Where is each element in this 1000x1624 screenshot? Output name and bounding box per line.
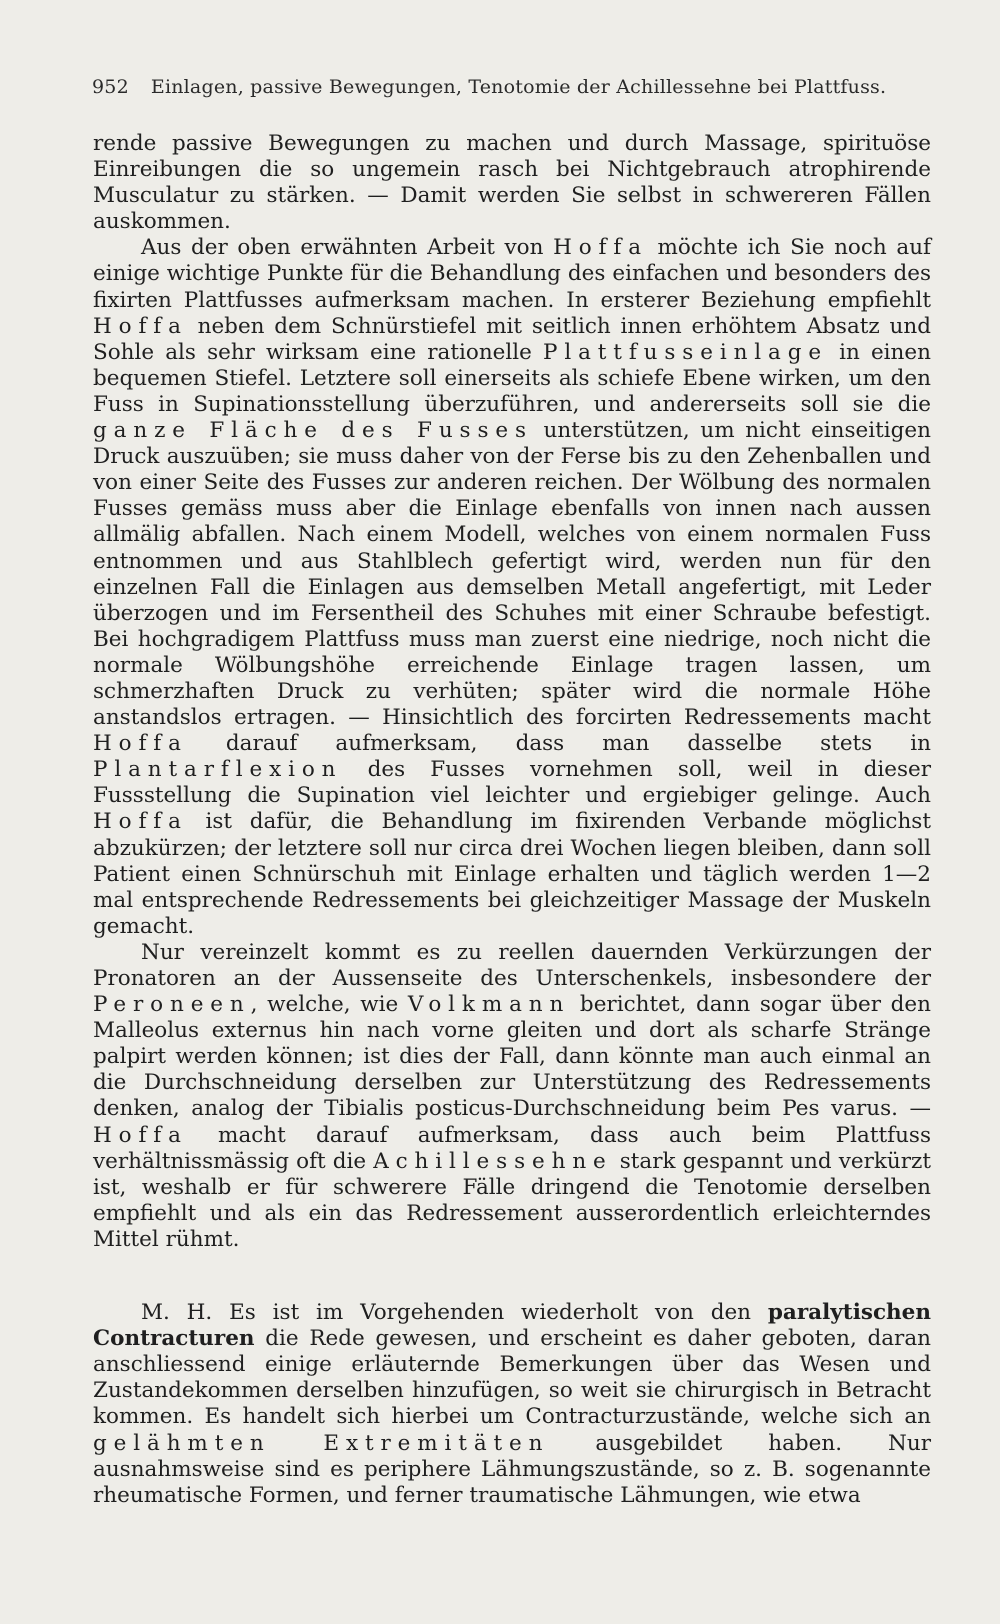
paragraph-hoffa-einlage (93, 235, 931, 940)
spaced-emphasis: Achillessehne (373, 1148, 613, 1174)
spaced-emphasis: Hoffa (93, 1122, 188, 1148)
text-run: unterstützen, um nicht einseitigen Druck auszuüben; sie muss daher von der Ferse bis zu den Zehenballen und von einer Seite des Fusses zur anderen reichen. Der Wölbung des normalen Fusses gemäss muss aber die Einlage ebenfalls von innen nach aussen allmälig abfallen. Nach einem Modell, welches von einem normalen Fuss entnommen und aus Stahlblech gefertigt wird, werden nun für den einzelnen Fall die Einlagen aus demselben Metall angefertigt, mit Leder überzogen und im Fersentheil des Schuhes mit einer Schraube befestigt. Bei hochgradigem Plattfuss muss man zuerst eine niedrige, noch nicht die normale Wölbungshöhe erreichende Einlage tragen lassen, um schmerzhaften Druck zu verhüten; später wird die normale Höhe anstandslos ertragen. — Hinsichtlich des forcirten Redressements macht (93, 418, 932, 731)
paragraph-pronatoren (93, 940, 931, 1253)
section-gap (93, 1253, 931, 1300)
text-run: macht darauf aufmerksam, dass auch beim Plattfuss verhältnissmässig oft die (93, 1122, 931, 1174)
text-run: ausgebildet haben. Nur ausnahmsweise sind es periphere Lähmungszustände, so z. B. sogenannte rheumatische Formen, und ferner traumatische Lähmungen, wie etwa (93, 1430, 931, 1508)
text-run: M. H. Es ist im Vorgehenden wiederholt von den (141, 1300, 768, 1326)
text-run: darauf aufmerksam, dass man dasselbe stets in (187, 731, 931, 757)
paragraph-continuation (93, 131, 931, 235)
page-body (93, 131, 931, 1509)
spaced-emphasis: Hoffa (93, 809, 188, 835)
spaced-emphasis: Peroneen (93, 992, 251, 1018)
spaced-emphasis: Hoffa (553, 235, 648, 261)
spaced-emphasis: gelähmten Extremitäten (93, 1430, 550, 1456)
text-run: stark gespannt und verkürzt ist, weshalb er für schwerere Fälle dringend die Tenotomie derselben empfiehlt und als ein das Redressement ausserordentlich erleichterndes Mittel rühmt. (93, 1148, 932, 1252)
running-title: Einlagen, passive Bewegungen, Tenotomie der Achillessehne bei Plattfuss. (150, 76, 887, 98)
text-run: Nur vereinzelt kommt es zu reellen dauernden Verkürzungen der Pronatoren an der Aussenseite des Unterschenkels, insbesondere der (93, 939, 931, 991)
spaced-emphasis: Plattfusseinlage (542, 339, 829, 365)
text-run: des Fusses vornehmen soll, weil in dieser Fussstellung die Supination viel leichter und ergiebiger gelinge. Auch (93, 757, 931, 809)
text-run: Aus der oben erwähnten Arbeit von (141, 235, 554, 261)
spaced-emphasis: Volkmann (407, 992, 571, 1018)
spaced-emphasis: Plantarflexion (93, 757, 343, 783)
text-run: die Rede gewesen, und erscheint es daher geboten, daran anschliessend einige erläuternde Bemerkungen über das Wesen und Zustandekommen derselben hinzufügen, so weit sie chirurgisch in Betracht kommen. Es handelt sich hierbei um Contracturzustände, welche sich an (93, 1326, 931, 1430)
text-run: rende passive Bewegungen zu machen und durch Massage, spirituöse Einreibungen die so ungemein rasch bei Nichtgebrauch atrophirende Musculatur zu stärken. — Damit werden Sie selbst in schwereren Fällen auskommen. (93, 131, 931, 235)
page-number: 952 (92, 76, 129, 98)
paragraph-paralytische-contracturen (93, 1300, 931, 1509)
text-run: ist dafür, die Behandlung im fixirenden Verbande möglichst abzukürzen; der letztere soll nur circa drei Wochen liegen bleiben, dann soll Patient einen Schnürschuh mit Einlage erhalten und täglich werden 1—2 mal entsprechende Redressements bei gleichzeitiger Massage der Muskeln gemacht. (93, 809, 931, 939)
spaced-emphasis: Hoffa (93, 731, 188, 757)
spaced-emphasis: Hoffa (93, 313, 188, 339)
text-run: in einen bequemen Stiefel. Letztere soll einerseits als schiefe Ebene wirken, um den Fuss in Supinationsstellung überzuführen, und andererseits soll sie die (93, 339, 931, 417)
running-header (92, 76, 942, 98)
text-run: , welche, wie (250, 992, 408, 1018)
text-run: neben dem Schnürstiefel mit seitlich innen erhöhtem Absatz und Sohle als sehr wirksam eine rationelle (93, 313, 931, 365)
spaced-emphasis: ganze Fläche des Fusses (93, 418, 533, 444)
bold-term: paralytischen Contracturen (93, 1300, 931, 1352)
text-run: möchte ich Sie noch auf einige wichtige Punkte für die Behandlung des einfachen und besonders des fixirten Plattfusses aufmerksam machen. In ersterer Beziehung empfiehlt (93, 235, 932, 313)
text-run: berichtet, dann sogar über den Malleolus externus hin nach vorne gleiten und dort als scharfe Stränge palpirt werden können; ist dies der Fall, dann könnte man auch einmal an die Durchschneidung derselben zur Unterstützung des Redressements denken, analog der Tibialis posticus-Durchschneidung beim Pes varus. — (93, 992, 931, 1122)
